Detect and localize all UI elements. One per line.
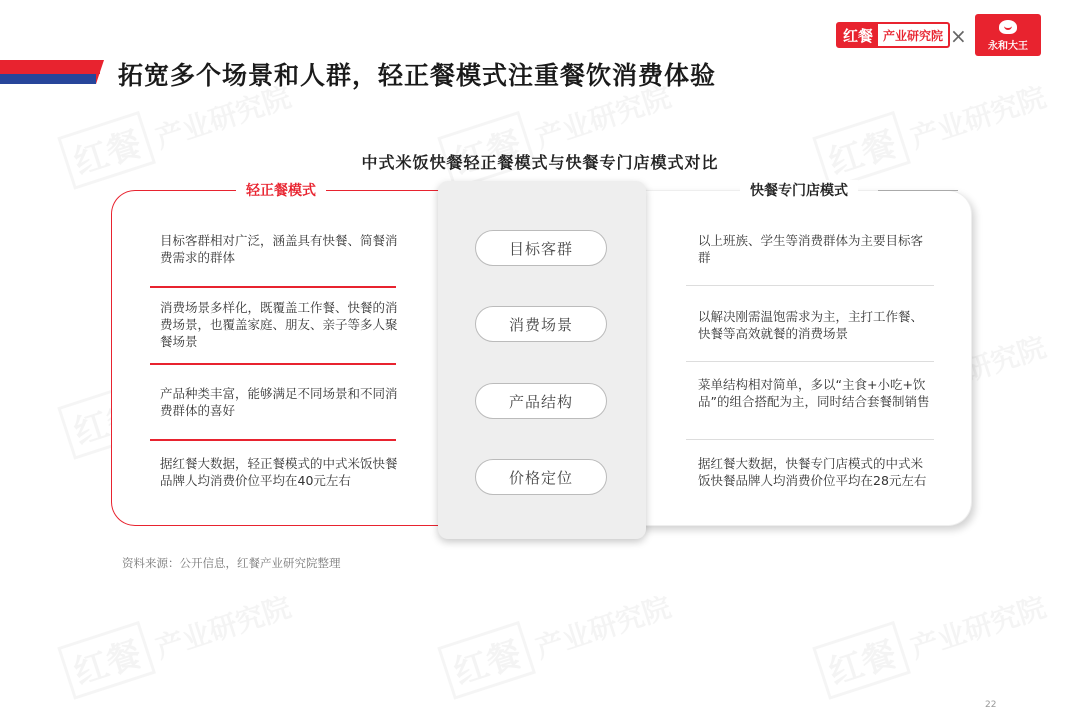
- left-divider: [150, 286, 396, 288]
- left-divider: [150, 363, 396, 365]
- left-cell: 据红餐大数据，轻正餐模式的中式米饭快餐品牌人均消费价位平均在40元左右: [160, 456, 398, 488]
- right-divider: [686, 285, 934, 286]
- dimension-pill: 消费场景: [475, 306, 607, 342]
- right-divider: [686, 361, 934, 362]
- partner-logo: [975, 14, 1041, 56]
- left-panel-label: 轻正餐模式: [236, 180, 326, 200]
- logo-separator: ×: [950, 24, 967, 48]
- dimension-pill: 产品结构: [475, 383, 607, 419]
- hongcan-logo: [836, 22, 950, 48]
- dimension-pill: 价格定位: [475, 459, 607, 495]
- left-divider: [150, 439, 396, 441]
- source-note: 资料来源：公开信息，红餐产业研究院整理: [122, 556, 341, 570]
- watermark: [437, 575, 677, 700]
- right-cell: 以解决刚需温饱需求为主，主打工作餐、快餐等高效就餐的消费场景: [698, 309, 924, 341]
- watermark: [812, 575, 1052, 700]
- left-cell: 目标客群相对广泛，涵盖具有快餐、简餐消费需求的群体: [160, 233, 398, 265]
- left-label-line: [135, 190, 235, 191]
- logo-mark: 红餐: [838, 24, 878, 46]
- partner-logo-text: 永和大王: [988, 41, 1028, 52]
- title-accent-bar-blue: [0, 74, 96, 84]
- title-accent-slash: [96, 60, 104, 84]
- right-cell: 菜单结构相对简单，多以“主食+小吃+饮品”的组合搭配为主，同时结合套餐制销售: [698, 377, 930, 409]
- dimension-pill: 目标客群: [475, 230, 607, 266]
- right-cell: 以上班族、学生等消费群体为主要目标客群: [698, 233, 924, 265]
- right-divider: [686, 439, 934, 440]
- right-panel-label: 快餐专门店模式: [740, 180, 858, 200]
- logo-text: 产业研究院: [883, 28, 944, 43]
- right-label-line: [878, 190, 958, 191]
- chart-heading: 中式米饭快餐轻正餐模式与快餐专门店模式对比: [361, 153, 719, 172]
- page-title: 拓宽多个场景和人群，轻正餐模式注重餐饮消费体验: [118, 61, 717, 90]
- title-accent-bar: [0, 60, 100, 74]
- partner-logo-icon: [999, 20, 1017, 34]
- left-cell: 产品种类丰富，能够满足不同场景和不同消费群体的喜好: [160, 386, 398, 418]
- watermark: [57, 575, 297, 700]
- page-number: 22: [985, 700, 997, 710]
- right-cell: 据红餐大数据，快餐专门店模式的中式米饭快餐品牌人均消费价位平均在28元左右: [698, 456, 927, 488]
- left-cell: 消费场景多样化，既覆盖工作餐、快餐的消费场景，也覆盖家庭、朋友、亲子等多人聚餐场景: [160, 300, 398, 349]
